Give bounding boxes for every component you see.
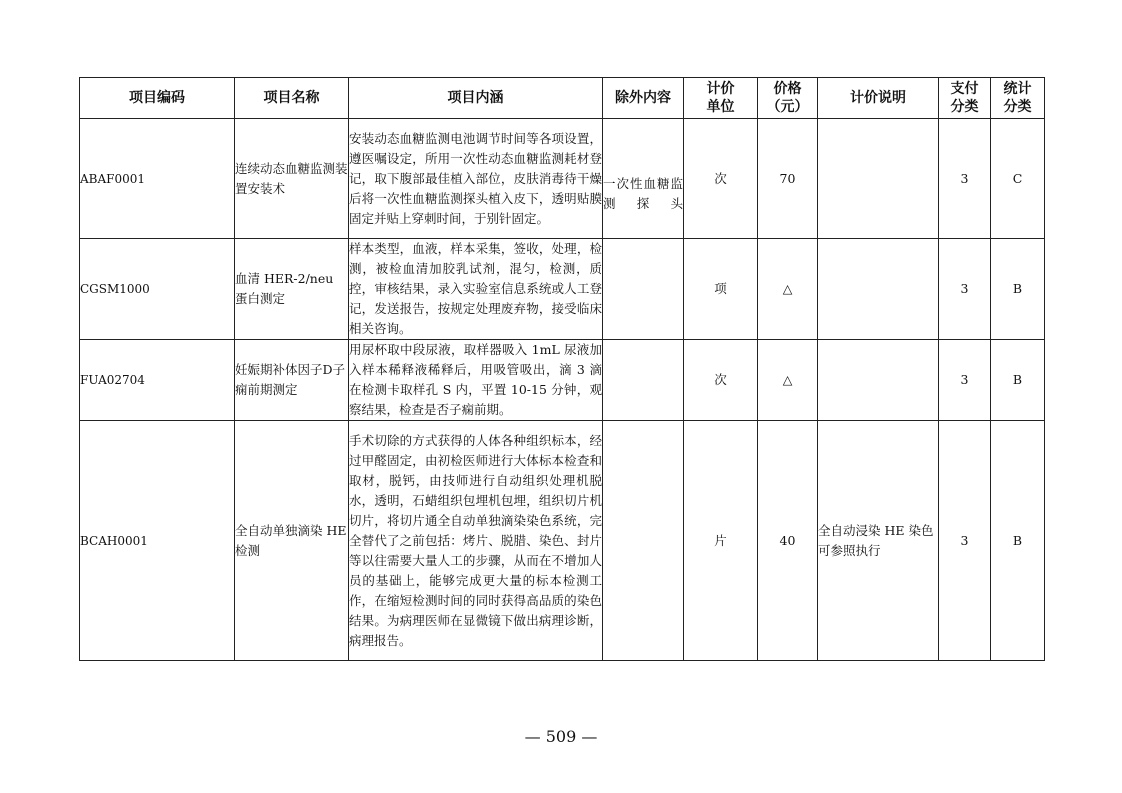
- item-note: [818, 119, 939, 239]
- item-price: △: [758, 340, 818, 421]
- item-note: [818, 340, 939, 421]
- item-price: 40: [758, 421, 818, 661]
- page-number: — 509 —: [524, 727, 598, 746]
- item-exclusion-text: [603, 526, 683, 556]
- item-name: 全自动单独滴染 HE 检测: [235, 421, 349, 661]
- item-unit: 片: [684, 421, 758, 661]
- item-name: 血清 HER-2/neu 蛋白测定: [235, 239, 349, 340]
- item-code: ABAF0001: [80, 119, 235, 239]
- item-content: 手术切除的方式获得的人体各种组织标本，经过甲醛固定，由初检医师进行大体标本检查和取材，脱钙，由技师进行自动组织处理机脱水，透明，石蜡组织包埋机包埋，组织切片机切片，将切片通全自动单独滴染染色系统，完全替代了之前包括：烤片、脱腊、染色、封片等以往需要大量人工的步骤，从而在不增加人员的基础上，能够完成更大量的标本检测工作，在缩短检测时间的同时获得高品质的染色结果。为病理医师在显微镜下做出病理诊断，病理报告。: [349, 421, 603, 661]
- item-content: 样本类型，血液，样本采集，签收，处理，检测，被检血清加胶乳试剂，混匀，检测，质控，审核结果，录入实验室信息系统或人工登记，发送报告，按规定处理废弃物，接受临床相关咨询。: [349, 239, 603, 340]
- header-code: 项目编码: [80, 78, 235, 119]
- header-stat: 统计 分类: [991, 78, 1045, 119]
- header-content: 项目内涵: [349, 78, 603, 119]
- header-unit: 计价 单位: [684, 78, 758, 119]
- item-note: 全自动浸染 HE 染色可参照执行: [818, 421, 939, 661]
- table-row: [80, 119, 1045, 239]
- item-stat: B: [991, 421, 1045, 661]
- table-row: [80, 340, 1045, 421]
- item-exclusion-text: [603, 274, 683, 304]
- item-code: CGSM1000: [80, 239, 235, 340]
- header-pay: 支付 分类: [939, 78, 991, 119]
- item-pay: 3: [939, 239, 991, 340]
- item-stat: C: [991, 119, 1045, 239]
- table-row: [80, 421, 1045, 661]
- item-content: 用尿杯取中段尿液，取样器吸入 1mL 尿液加入样本稀释液稀释后，用吸管吸出，滴 3 滴在检测卡取样孔 S 内，平置 10-15 分钟，观察结果，检查是否子痫前期。: [349, 340, 603, 421]
- item-exclusion-text: [603, 365, 683, 395]
- item-stat: B: [991, 340, 1045, 421]
- item-exclusion: [603, 421, 684, 661]
- item-content: 安装动态血糖监测电池调节时间等各项设置，遵医嘱设定，所用一次性动态血糖监测耗材登记，取下腹部最佳植入部位，皮肤消毒待干燥后将一次性血糖监测探头植入皮下，透明贴膜固定并贴上穿刺时间，于别针固定。: [349, 119, 603, 239]
- item-pay: 3: [939, 421, 991, 661]
- item-stat: B: [991, 239, 1045, 340]
- item-name: 连续动态血糖监测装置安装术: [235, 119, 349, 239]
- item-code: FUA02704: [80, 340, 235, 421]
- item-note: [818, 239, 939, 340]
- item-pay: 3: [939, 340, 991, 421]
- header-row: [80, 78, 1045, 119]
- table-row: [80, 239, 1045, 340]
- header-price: 价格 （元）: [758, 78, 818, 119]
- item-price: △: [758, 239, 818, 340]
- item-exclusion: [603, 340, 684, 421]
- header-exclusion: 除外内容: [603, 78, 684, 119]
- header-note: 计价说明: [818, 78, 939, 119]
- item-unit: 次: [684, 119, 758, 239]
- item-price: 70: [758, 119, 818, 239]
- item-exclusion-text: 一次性血糖监测探头: [603, 175, 683, 211]
- item-pay: 3: [939, 119, 991, 239]
- item-name: 妊娠期补体因子D子痫前期测定: [235, 340, 349, 421]
- header-name: 项目名称: [235, 78, 349, 119]
- price-table: [79, 77, 1045, 661]
- item-unit: 项: [684, 239, 758, 340]
- item-exclusion: [603, 239, 684, 340]
- item-exclusion: [603, 119, 684, 239]
- item-unit: 次: [684, 340, 758, 421]
- item-code: BCAH0001: [80, 421, 235, 661]
